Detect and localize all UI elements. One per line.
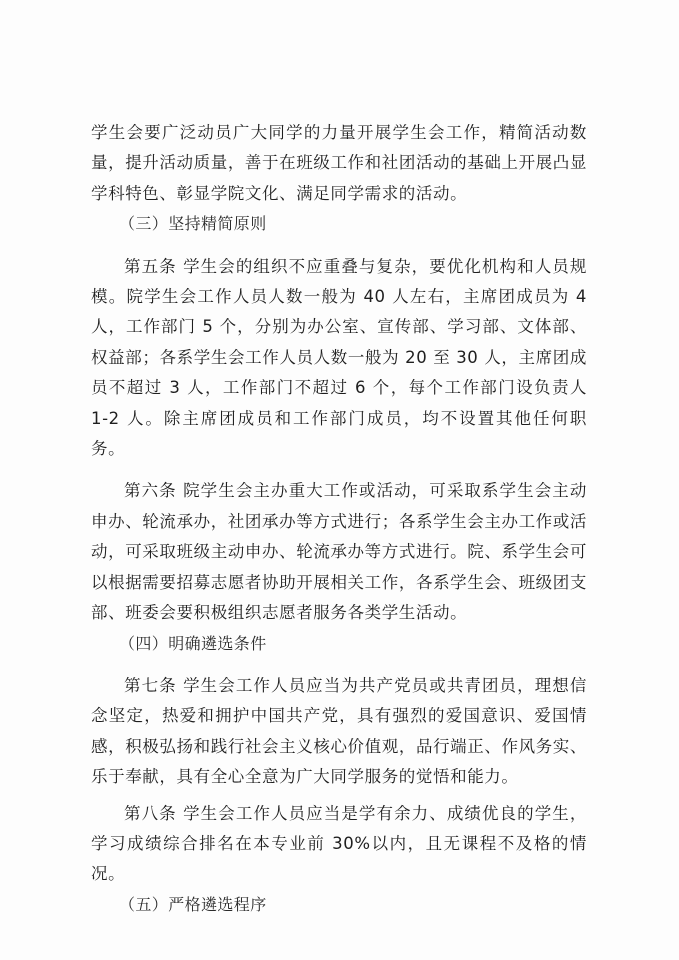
- section-heading-5: （五）严格遴选程序: [119, 894, 267, 914]
- section-heading-3: （三）坚持精简原则: [119, 214, 267, 234]
- document-body: [91, 118, 587, 920]
- paragraph-intro: 学生会要广泛动员广大同学的力量开展学生会工作，精简活动数量，提升活动质量，善于在班级工作和社团活动的基础上开展凸显学科特色、彰显学院文化、满足同学需求的活动。: [91, 123, 587, 203]
- article-5: 第五条 学生会的组织不应重叠与复杂，要优化机构和人员规模。院学生会工作人员人数一般为 40 人左右，主席团成员为 4 人，工作部门 5 个，分别为办公室、宣传部、学习部、文体部、权益部；各系学生会工作人员人数一般为 20 至 30 人，主席团成员不超过 3 人，工作部门不超过 6 个，每个工作部门设负责人 1-2 人。除主席团成员和工作部门成员，均不设置其他任何职务。: [91, 256, 587, 459]
- article-6: 第六条 院学生会主办重大工作或活动，可采取系学生会主动申办、轮流承办，社团承办等方式进行；各系学生会主办工作或活动，可采取班级主动申办、轮流承办等方式进行。院、系学生会可以根据需要招募志愿者协助开展相关工作，各系学生会、班级团支部、班委会要积极组织志愿者服务各类学生活动。: [91, 481, 587, 623]
- article-8: 第八条 学生会工作人员应当是学有余力、成绩优良的学生，学习成绩综合排名在本专业前 30%以内，且无课程不及格的情况。: [91, 803, 587, 884]
- article-7: 第七条 学生会工作人员应当为共产党员或共青团员，理想信念坚定，热爱和拥护中国共产党，具有强烈的爱国意识、爱国情感，积极弘扬和践行社会主义核心价值观，品行端正、作风务实、乐于奉献，具有全心全意为广大同学服务的觉悟和能力。: [91, 675, 587, 787]
- section-heading-4: （四）明确遴选条件: [119, 633, 267, 653]
